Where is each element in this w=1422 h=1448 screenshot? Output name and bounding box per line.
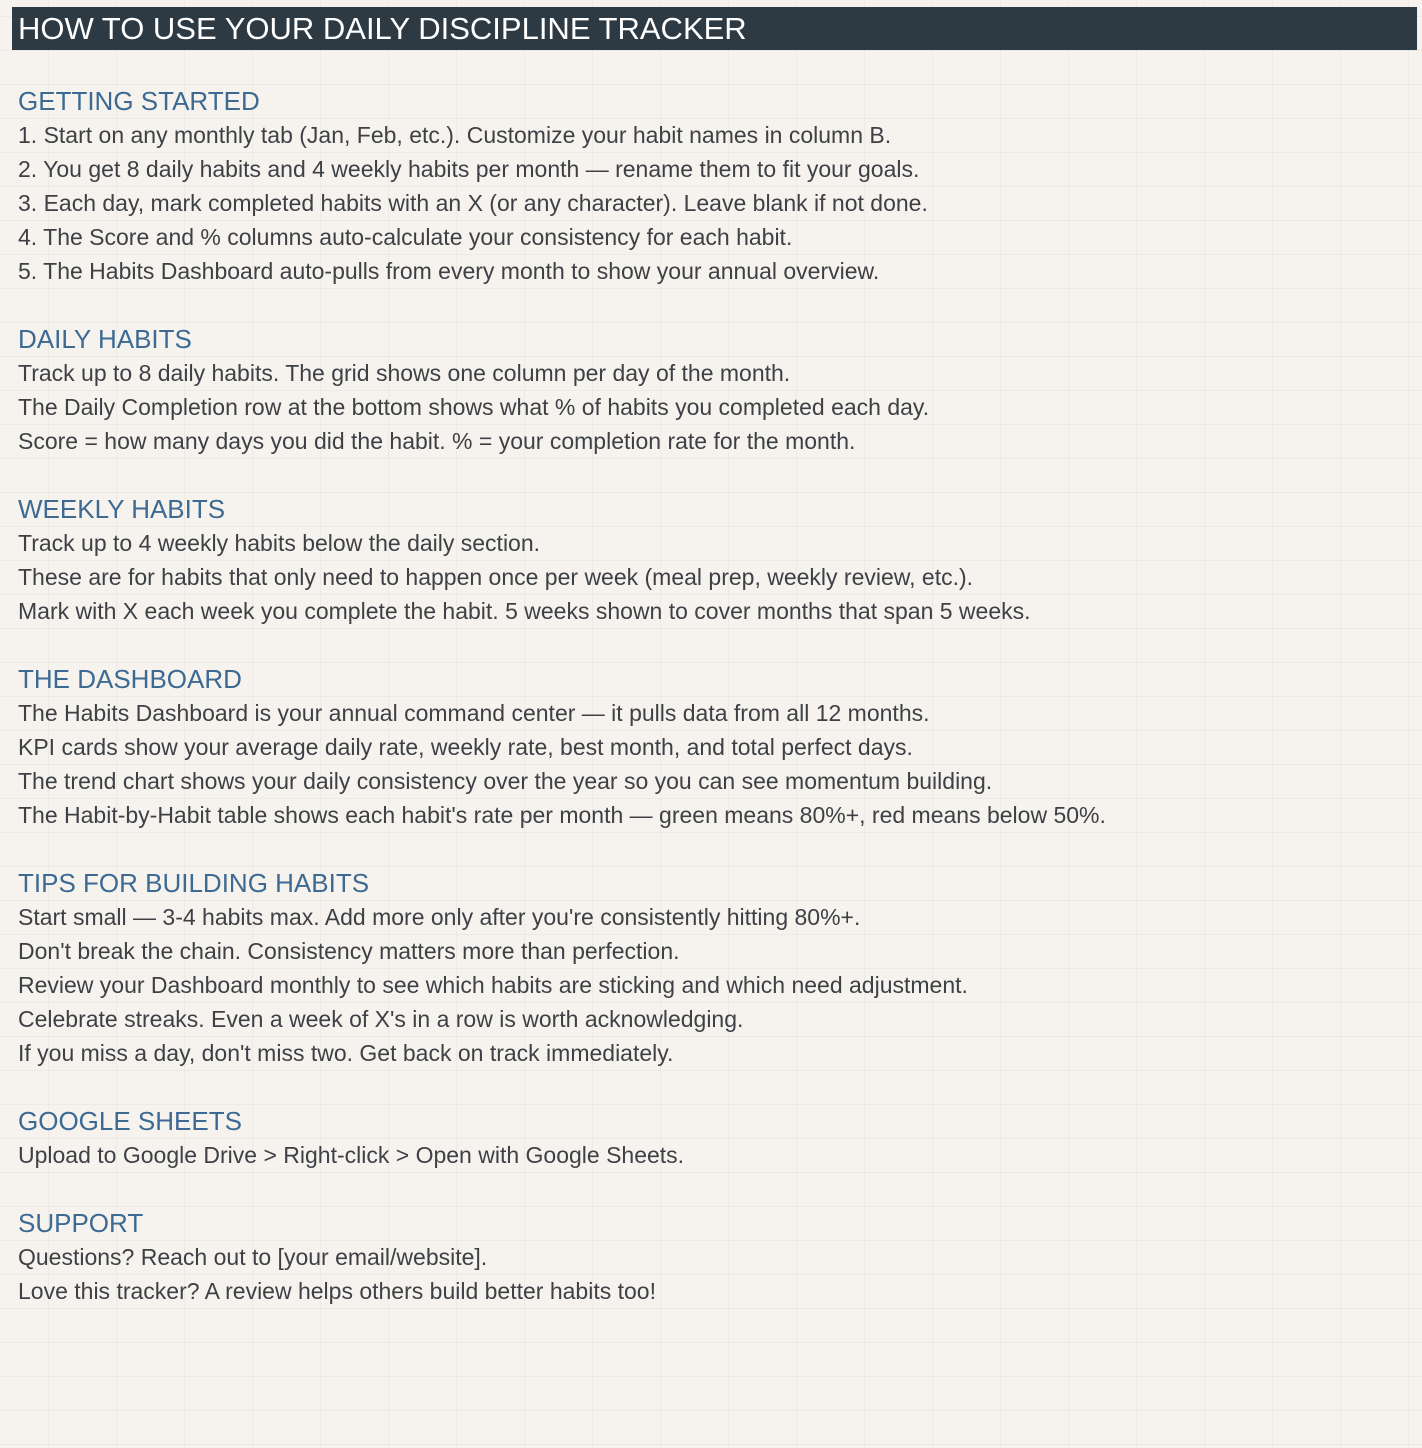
section-heading: WEEKLY HABITS (18, 494, 226, 524)
instruction-line: 3. Each day, mark completed habits with an X (or any character). Leave blank if not done. (18, 190, 928, 216)
instructions-content (18, 84, 1408, 1308)
section-heading: THE DASHBOARD (18, 664, 242, 694)
section-google-sheets (18, 1104, 1408, 1172)
section-heading: TIPS FOR BUILDING HABITS (18, 868, 370, 898)
instruction-line: Celebrate streaks. Even a week of X's in a row is worth acknowledging. (18, 1006, 744, 1032)
section-daily-habits (18, 322, 1408, 458)
section-support (18, 1206, 1408, 1308)
section-getting-started (18, 84, 1408, 288)
instruction-line: Track up to 8 daily habits. The grid shows one column per day of the month. (18, 360, 791, 386)
instruction-line: 5. The Habits Dashboard auto-pulls from every month to show your annual overview. (18, 258, 880, 284)
section-heading: DAILY HABITS (18, 324, 192, 354)
instruction-line: Love this tracker? A review helps others build better habits too! (18, 1278, 656, 1304)
instruction-line: 2. You get 8 daily habits and 4 weekly habits per month — rename them to fit your goals. (18, 156, 920, 182)
instruction-line: If you miss a day, don't miss two. Get back on track immediately. (18, 1040, 674, 1066)
instruction-line: The Daily Completion row at the bottom shows what % of habits you completed each day. (18, 394, 930, 420)
section-heading: GETTING STARTED (18, 86, 260, 116)
instruction-line: Don't break the chain. Consistency matters more than perfection. (18, 938, 680, 964)
section-heading: SUPPORT (18, 1208, 144, 1238)
instruction-line: Track up to 4 weekly habits below the daily section. (18, 530, 541, 556)
section-weekly-habits (18, 492, 1408, 628)
instruction-line: Questions? Reach out to [your email/website]. (18, 1244, 488, 1270)
section-tips-for-building-habits (18, 866, 1408, 1070)
page-title: HOW TO USE YOUR DAILY DISCIPLINE TRACKER (12, 7, 1417, 50)
instruction-line: The Habits Dashboard is your annual command center — it pulls data from all 12 months. (18, 700, 930, 726)
instruction-line: The Habit-by-Habit table shows each habit's rate per month — green means 80%+, red means below 50%. (18, 802, 1106, 828)
instruction-line: Upload to Google Drive > Right-click > Open with Google Sheets. (18, 1142, 685, 1168)
instruction-line: Mark with X each week you complete the habit. 5 weeks shown to cover months that span 5 weeks. (18, 598, 1031, 624)
instruction-line: Review your Dashboard monthly to see which habits are sticking and which need adjustment. (18, 972, 968, 998)
section-heading: GOOGLE SHEETS (18, 1106, 242, 1136)
instruction-line: 4. The Score and % columns auto-calculate your consistency for each habit. (18, 224, 793, 250)
instruction-line: The trend chart shows your daily consistency over the year so you can see momentum building. (18, 768, 993, 794)
instruction-line: Score = how many days you did the habit. % = your completion rate for the month. (18, 428, 856, 454)
instruction-line: Start small — 3-4 habits max. Add more only after you're consistently hitting 80%+. (18, 904, 861, 930)
instruction-line: 1. Start on any monthly tab (Jan, Feb, etc.). Customize your habit names in column B. (18, 122, 892, 148)
instruction-line: These are for habits that only need to happen once per week (meal prep, weekly review, etc.). (18, 564, 974, 590)
instruction-line: KPI cards show your average daily rate, weekly rate, best month, and total perfect days. (18, 734, 913, 760)
section-the-dashboard (18, 662, 1408, 832)
